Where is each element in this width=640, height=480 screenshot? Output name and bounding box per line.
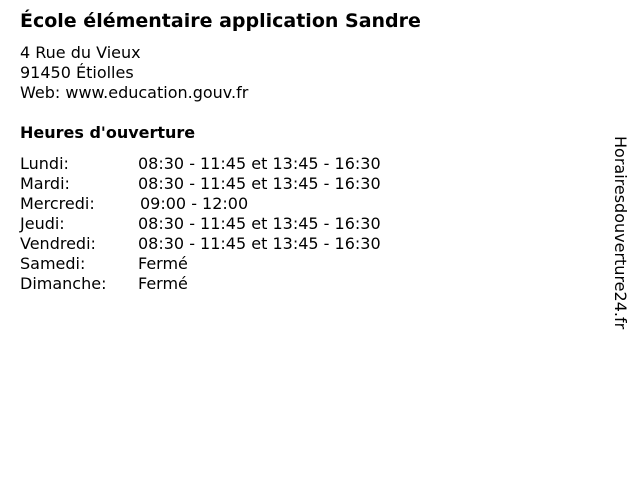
day-hours: 08:30 - 11:45 et 13:45 - 16:30 <box>138 174 381 193</box>
day-hours: 08:30 - 11:45 et 13:45 - 16:30 <box>138 214 381 233</box>
address-street: 4 Rue du Vieux <box>20 43 141 62</box>
day-label: Vendredi: <box>20 234 96 253</box>
day-label: Mardi: <box>20 174 70 193</box>
day-hours: 09:00 - 12:00 <box>140 194 249 213</box>
day-hours: Fermé <box>138 254 188 273</box>
day-label: Dimanche: <box>20 274 107 293</box>
day-hours: 08:30 - 11:45 et 13:45 - 16:30 <box>138 234 381 253</box>
side-brand-text: Horairesdouverture24.fr <box>611 136 630 330</box>
school-title: École élémentaire application Sandre <box>20 10 421 32</box>
day-hours: 08:30 - 11:45 et 13:45 - 16:30 <box>138 154 381 173</box>
day-label: Lundi: <box>20 154 69 173</box>
day-label: Mercredi: <box>20 194 95 213</box>
school-address <box>20 43 248 103</box>
hours-heading: Heures d'ouverture <box>20 123 196 142</box>
day-label: Samedi: <box>20 254 86 273</box>
website-text[interactable]: Web: www.education.gouv.fr <box>20 83 249 102</box>
address-city: 91450 Étiolles <box>20 63 134 82</box>
day-label: Jeudi: <box>20 214 65 233</box>
day-hours: Fermé <box>138 274 188 293</box>
